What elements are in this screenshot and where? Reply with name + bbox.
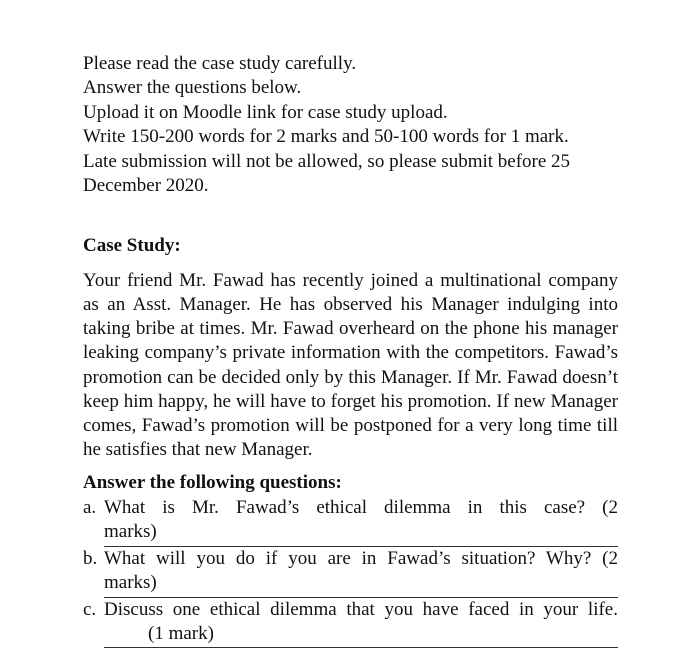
- question-text: What will you do if you are in Fawad’s situation? Why? (2: [104, 547, 618, 569]
- question-text: Discuss one ethical dilemma that you have faced in your life.: [104, 598, 618, 620]
- question-text: What is Mr. Fawad’s ethical dilemma in this case? (2: [104, 496, 618, 518]
- question-item: [83, 547, 618, 598]
- question-letter: c.: [83, 598, 97, 620]
- instruction-line: Late submission will not be allowed, so please submit before 25 December 2020.: [83, 150, 571, 197]
- question-item: [83, 496, 618, 547]
- question-letter: a.: [83, 496, 97, 518]
- question-marks: (1 mark): [148, 622, 214, 644]
- instruction-line: Write 150-200 words for 2 marks and 50-100 words for 1 mark.: [83, 126, 569, 148]
- questions-heading: Answer the following questions:: [83, 472, 342, 494]
- question-marks: marks): [104, 572, 157, 594]
- question-marks: marks): [104, 521, 157, 543]
- case-study-title: Case Study:: [83, 235, 181, 257]
- instruction-line: Upload it on Moodle link for case study upload.: [83, 101, 448, 123]
- answer-underline: [104, 647, 618, 648]
- document-page: [83, 52, 618, 648]
- instruction-line: Answer the questions below.: [83, 77, 302, 99]
- case-study-body: Your friend Mr. Fawad has recently joined a multinational company as an Asst. Manager. He has observed his Manager indulging into taking bribe at times. Mr. Fawad overheard on the phone his manager leaking company’s private information with the competitors. Fawad’s promotion can be decided only by this Manager. If Mr. Fawad doesn’t keep him happy, he will have to forget his promotion. If new Manager comes, Fawad’s promotion will be postponed for a very long time till he satisfies that new Manager.: [83, 269, 618, 461]
- question-item: [83, 598, 618, 649]
- instructions-block: [83, 52, 618, 198]
- question-letter: b.: [83, 547, 98, 569]
- instruction-line: Please read the case study carefully.: [83, 53, 357, 74]
